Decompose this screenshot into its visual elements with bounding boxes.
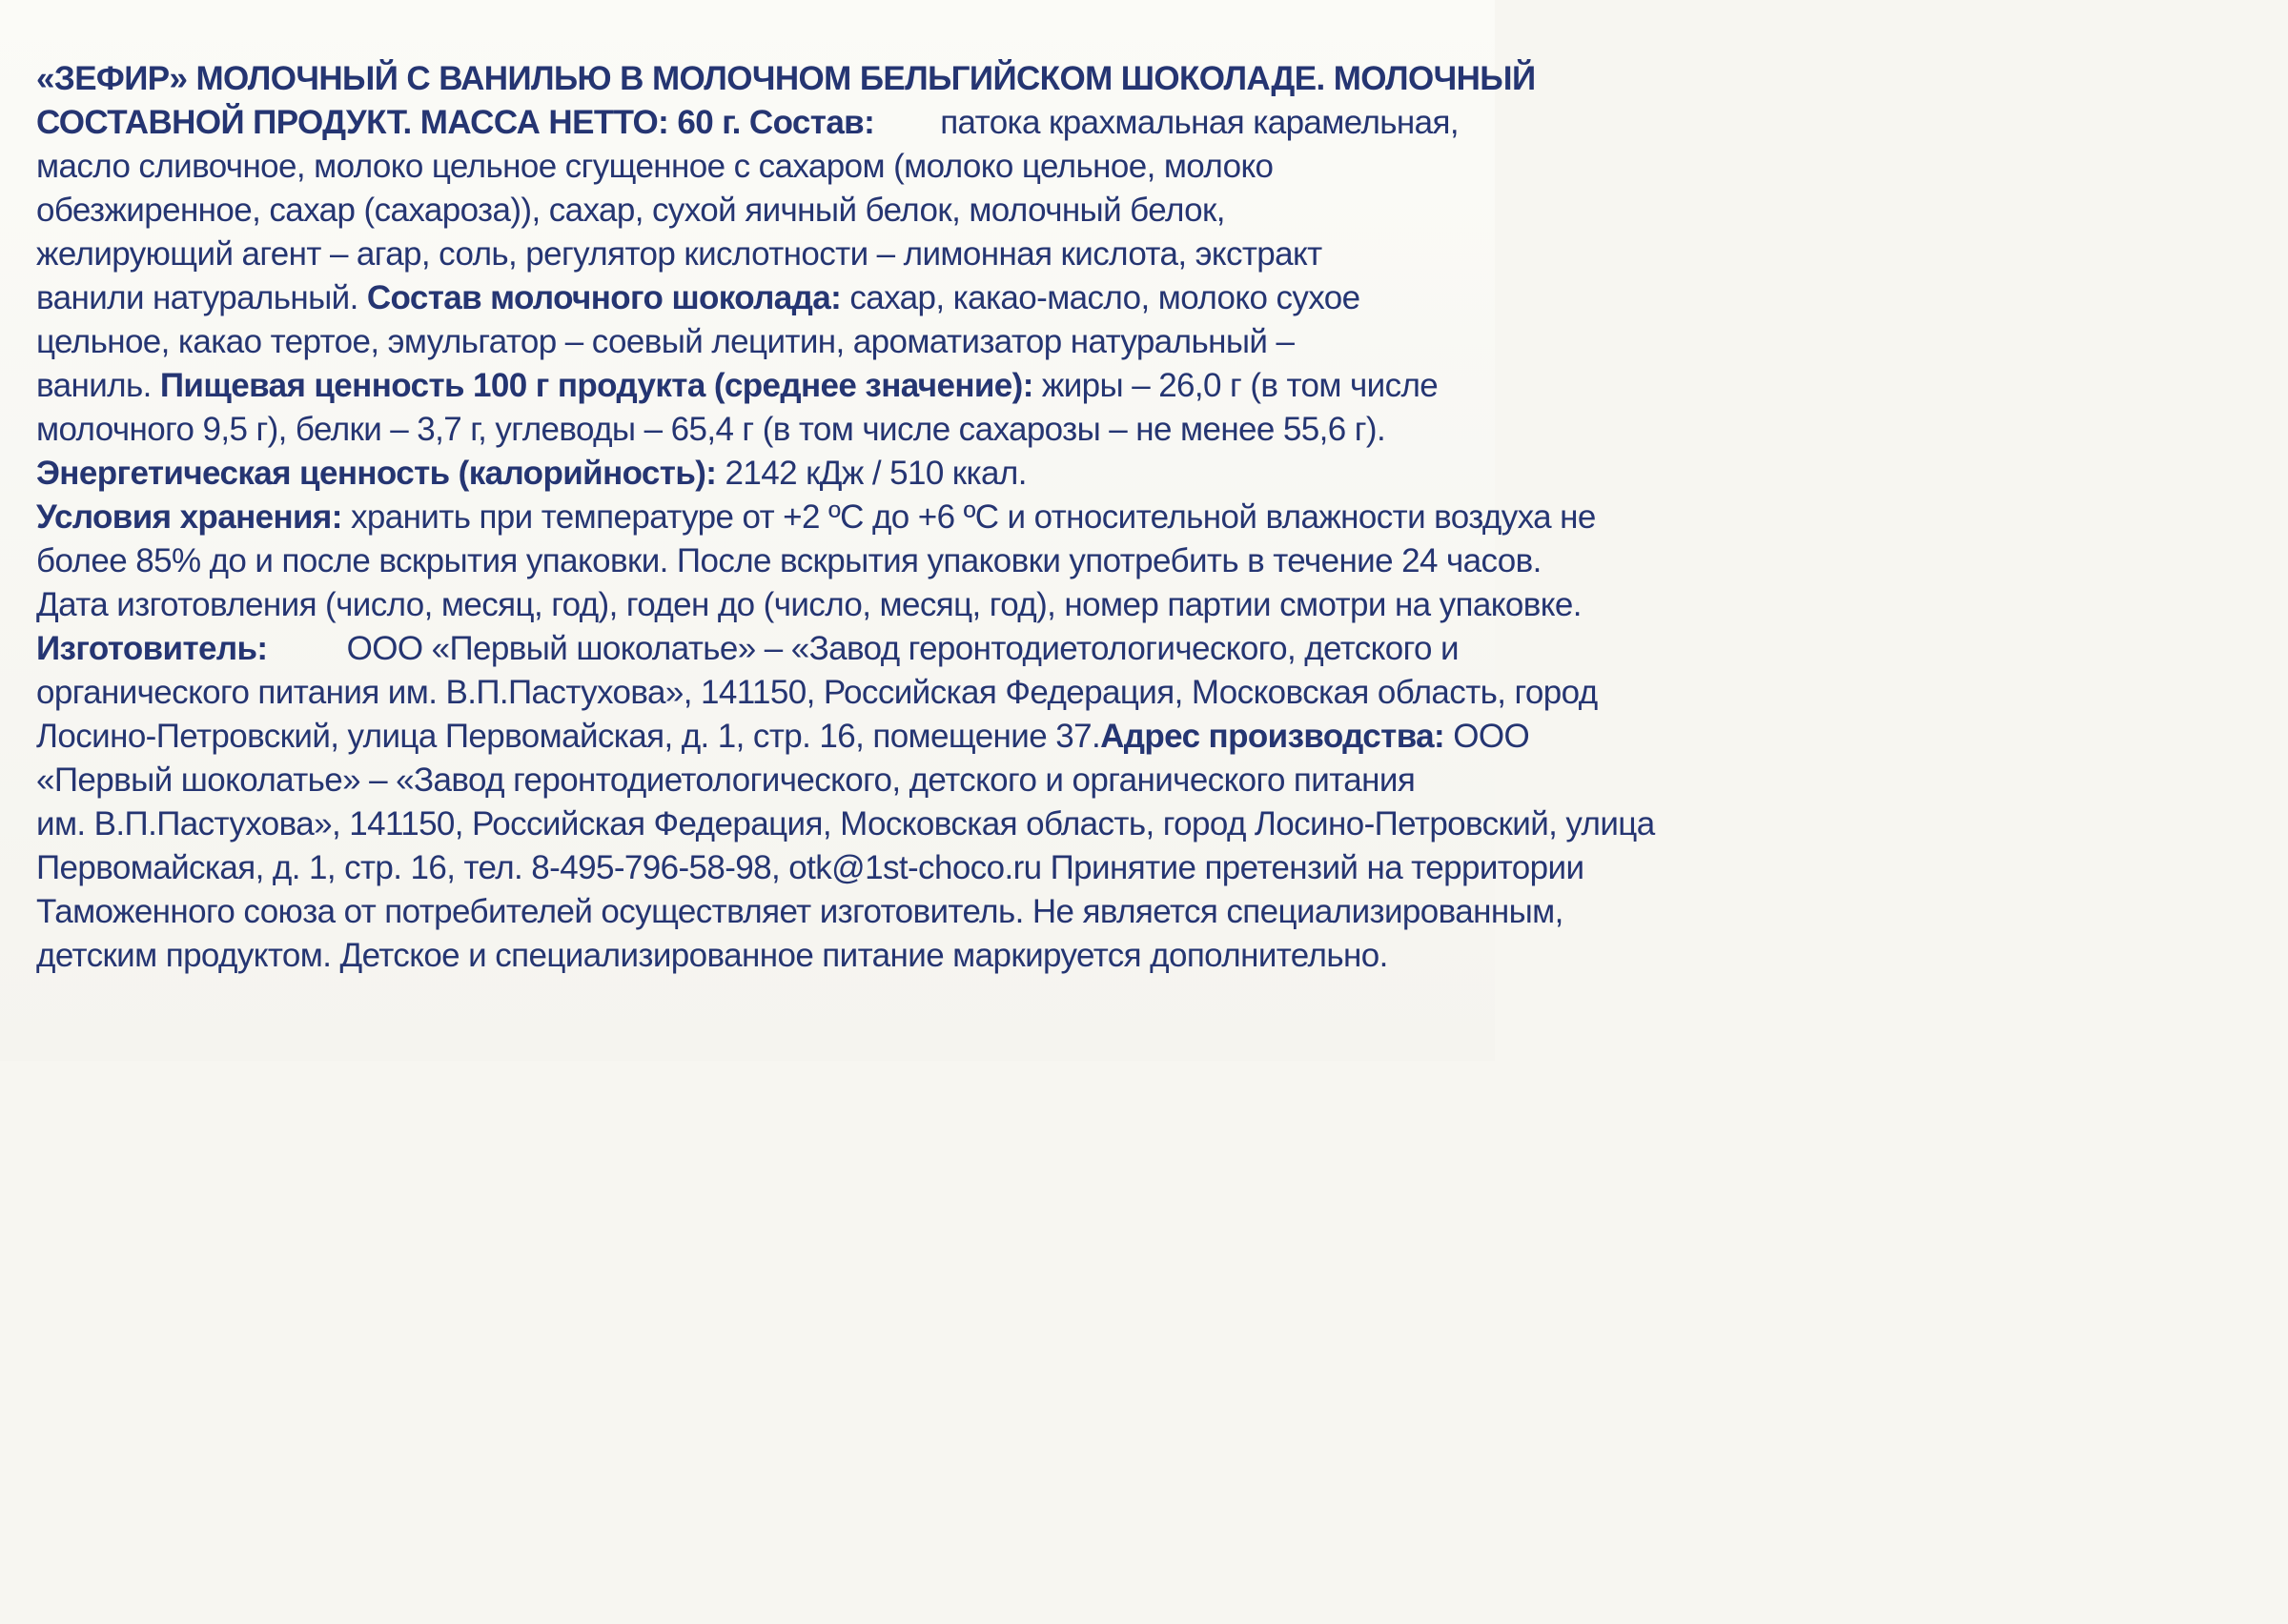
text-line-7 xyxy=(36,320,1459,364)
text-line-10 xyxy=(36,452,1459,496)
product-title-part2: СОСТАВНОЙ ПРОДУКТ. МАССА НЕТТО: 60 г. Состав: xyxy=(36,104,875,141)
text-line-8 xyxy=(36,364,1459,408)
chocolate-composition-heading: Состав молочного шоколада: xyxy=(366,279,842,316)
text-line-11 xyxy=(36,496,1596,539)
date-info: Дата изготовления (число, месяц, год), годен до (число, месяц, год), номер партии смотри на упаковке. xyxy=(36,586,1582,623)
ingredients-text xyxy=(36,57,1655,978)
text-line-13 xyxy=(36,583,1582,627)
text-line-20 xyxy=(36,890,1563,934)
manufacturer-heading: Изготовитель: xyxy=(36,630,268,667)
manufacturer-end: Лосино-Петровский, улица Первомайская, д. 1, стр. 16, помещение 37. xyxy=(36,718,1101,755)
claims-line: Таможенного союза от потребителей осуществляет изготовитель. Не является специализированным, xyxy=(36,893,1563,930)
text-line-9 xyxy=(36,408,1459,452)
energy-heading: Энергетическая ценность (калорийность): xyxy=(36,455,717,492)
text-line-5 xyxy=(36,233,1459,276)
text-line-12 xyxy=(36,539,1542,583)
production-address-line: им. В.П.Пастухова», 141150, Российская Федерация, Московская область, город Лосино-Петровский, улица xyxy=(36,805,1655,842)
manufacturer-start: ООО «Первый шоколатье» – «Завод геронтодиетологического, детского и xyxy=(346,630,1459,667)
production-address-line: «Первый шоколатье» – «Завод геронтодиетологического, детского и органического питания xyxy=(36,761,1416,799)
production-address-start: ООО xyxy=(1453,718,1530,755)
text-line-6 xyxy=(36,276,1459,320)
claims-end: детским продуктом. Детское и специализированное питание маркируется дополнительно. xyxy=(36,937,1388,974)
composition-line: обезжиренное, сахар (сахароза)), сахар, сухой яичный белок, молочный белок, xyxy=(36,192,1225,229)
text-line-18 xyxy=(36,802,1655,846)
composition-end: ванили натуральный. xyxy=(36,279,358,316)
text-line-3 xyxy=(36,145,1459,189)
text-line-4 xyxy=(36,189,1459,233)
product-label xyxy=(0,0,1655,1061)
text-line-21 xyxy=(36,934,1459,978)
contact-line: Первомайская, д. 1, стр. 16, тел. 8-495-796-58-98, otk@1st-choco.ru Принятие претензий на территории xyxy=(36,849,1584,886)
manufacturer-line: органического питания им. В.П.Пастухова», 141150, Российская Федерация, Московская область, город xyxy=(36,674,1598,711)
chocolate-composition-end: ваниль. xyxy=(36,367,152,404)
energy-value: 2142 кДж / 510 ккал. xyxy=(725,455,1027,492)
production-address-heading: Адрес производства: xyxy=(1100,718,1445,755)
chocolate-composition-start: сахар, какао-масло, молоко сухое xyxy=(849,279,1360,316)
storage-start: хранить при температуре от +2 ºС до +6 ºС и относительной влажности воздуха не xyxy=(350,498,1596,536)
text-line-15 xyxy=(36,671,1598,715)
text-line-16 xyxy=(36,715,1530,759)
text-line-1 xyxy=(36,57,1536,101)
composition-line: масло сливочное, молоко цельное сгущенное с сахаром (молоко цельное, молоко xyxy=(36,148,1274,185)
chocolate-composition-line: цельное, какао тертое, эмульгатор – соевый лецитин, ароматизатор натуральный – xyxy=(36,323,1295,360)
text-line-14 xyxy=(36,627,1459,671)
text-line-17 xyxy=(36,759,1459,802)
storage-line: более 85% до и после вскрытия упаковки. После вскрытия упаковки употребить в течение 24 часов. xyxy=(36,542,1542,579)
composition-start: патока крахмальная карамельная, xyxy=(940,104,1459,141)
composition-line: желирующий агент – агар, соль, регулятор кислотности – лимонная кислота, экстракт xyxy=(36,235,1322,273)
product-title-part1: «ЗЕФИР» МОЛОЧНЫЙ С ВАНИЛЬЮ В МОЛОЧНОМ БЕЛЬГИЙСКОМ ШОКОЛАДЕ. МОЛОЧНЫЙ xyxy=(36,60,1536,97)
nutrition-start: жиры – 26,0 г (в том числе xyxy=(1041,367,1439,404)
nutrition-heading: Пищевая ценность 100 г продукта (среднее значение): xyxy=(159,367,1033,404)
text-line-2 xyxy=(36,101,1459,145)
text-line-19 xyxy=(36,846,1584,890)
nutrition-line: молочного 9,5 г), белки – 3,7 г, углеводы – 65,4 г (в том числе сахарозы – не менее 55,6 г). xyxy=(36,411,1386,448)
storage-heading: Условия хранения: xyxy=(36,498,342,536)
